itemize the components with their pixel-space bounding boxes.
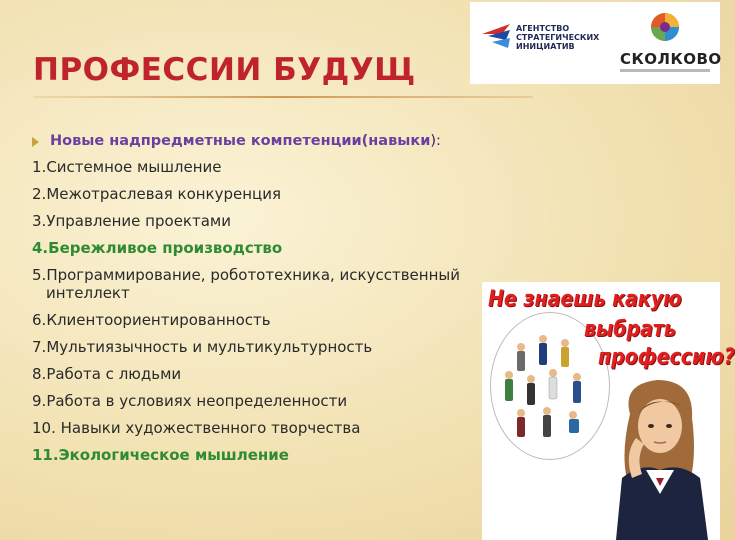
thinking-girl-illustration [602,374,720,540]
asi-logo-icon [480,20,514,50]
asi-logo-text: АГЕНТСТВО СТРАТЕГИЧЕСКИХ ИНИЦИАТИВ [516,24,600,51]
title-underline [33,96,533,98]
logos-panel [470,2,720,84]
item-text: Бережливое производство [48,239,283,257]
item-number: 3. [32,212,47,230]
asi-logo [480,18,600,70]
item-text: Экологическое мышление [58,446,289,464]
promo-line-1: Не знаешь какую [488,286,682,312]
item-text: Навыки художественного творчества [55,419,361,437]
skolkovo-logo-icon [650,10,680,44]
intro-bold: Новые надпредметные компетенции(навыки [50,133,431,149]
intro-line [32,128,612,154]
page-title: ПРОФЕССИИ БУДУЩ [33,52,416,88]
list-item [32,208,612,235]
item-number: 1. [32,158,47,176]
item-text: Межотраслевая конкуренция [46,185,282,203]
bullet-arrow-icon [32,137,39,147]
item-number: 6. [32,311,47,329]
item-text: Работа в условиях неопределенности [46,392,348,410]
item-text: Клиентоориентированность [46,311,271,329]
item-number: 7. [32,338,47,356]
item-number: 10. [32,419,56,437]
intro-tail: ): [430,133,441,149]
item-number: 5. [32,266,47,284]
item-number: 9. [32,392,47,410]
item-text: Программирование, робототехника, искусственный [46,266,460,284]
item-number: 2. [32,185,47,203]
list-item-highlight [32,235,612,262]
item-number: 11. [32,446,59,464]
item-text: Работа с людьми [46,365,182,383]
skolkovo-name: СКОЛКОВО [620,50,722,68]
item-number: 8. [32,365,47,383]
item-text: Системное мышление [46,158,222,176]
promo-line-2: выбрать [584,316,676,342]
item-text-continued: интеллект [46,284,130,302]
skolkovo-subline [620,69,710,72]
skolkovo-logo [612,10,722,82]
list-item [32,154,612,181]
promo-image [482,282,735,540]
promo-line-3: профессию? [598,344,735,370]
item-number: 4. [32,239,49,257]
item-text: Управление проектами [46,212,231,230]
list-item [32,181,612,208]
item-text: Мультиязычность и мультикультурность [46,338,373,356]
